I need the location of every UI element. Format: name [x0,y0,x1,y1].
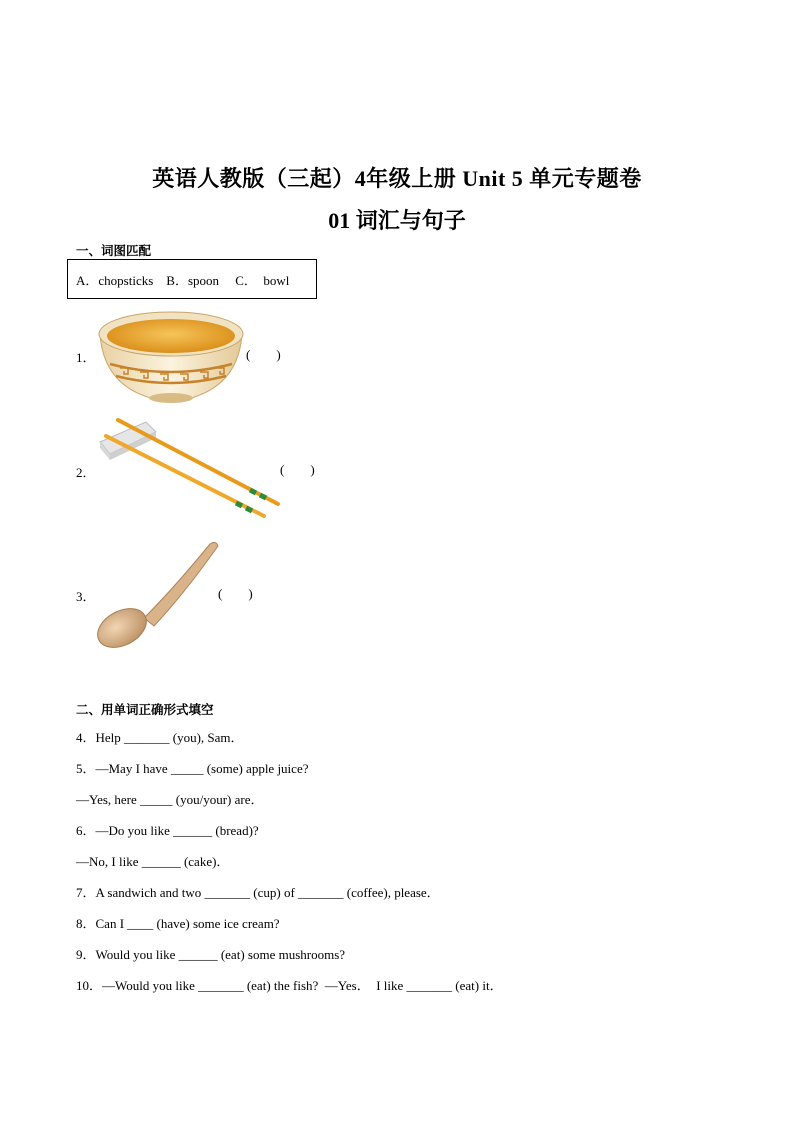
question-10: 10．—Would you like _______ (eat) the fish? —Yes． I like _______ (eat) it． [76,978,503,993]
chopsticks-icon [98,412,284,522]
question-5-reply: —Yes, here _____ (you/your) are． [76,792,264,807]
item-number-1: 1． [76,350,96,365]
worksheet-title: 英语人教版（三起）4年级上册 Unit 5 单元专题卷 [152,166,642,191]
question-7: 7．A sandwich and two _______ (cup) of _______ (coffee), please． [76,885,440,900]
section-heading-word-picture-matching: 一、词图匹配 [76,243,152,258]
worksheet-subtitle: 01 词汇与句子 [328,208,466,233]
question-6: 6．—Do you like ______ (bread)? [76,823,259,838]
question-6-reply: —No, I like ______ (cake)． [76,854,230,869]
options-box: A．chopsticks B．spoon C． bowl [67,259,317,299]
question-5: 5．—May I have _____ (some) apple juice? [76,761,309,776]
answer-paren-1[interactable]: ( ) [246,347,281,362]
question-4: 4．Help _______ (you), Sam． [76,730,244,745]
question-8: 8．Can I ____ (have) some ice cream? [76,916,280,931]
spoon-icon [94,538,220,650]
answer-paren-3[interactable]: ( ) [218,586,253,601]
question-9: 9．Would you like ______ (eat) some mushrooms? [76,947,346,962]
item-number-2: 2． [76,465,96,480]
section-heading-fill-blanks: 二、用单词正确形式填空 [76,702,214,717]
answer-paren-2[interactable]: ( ) [280,462,315,477]
item-number-3: 3． [76,589,96,604]
bowl-icon [96,306,246,406]
